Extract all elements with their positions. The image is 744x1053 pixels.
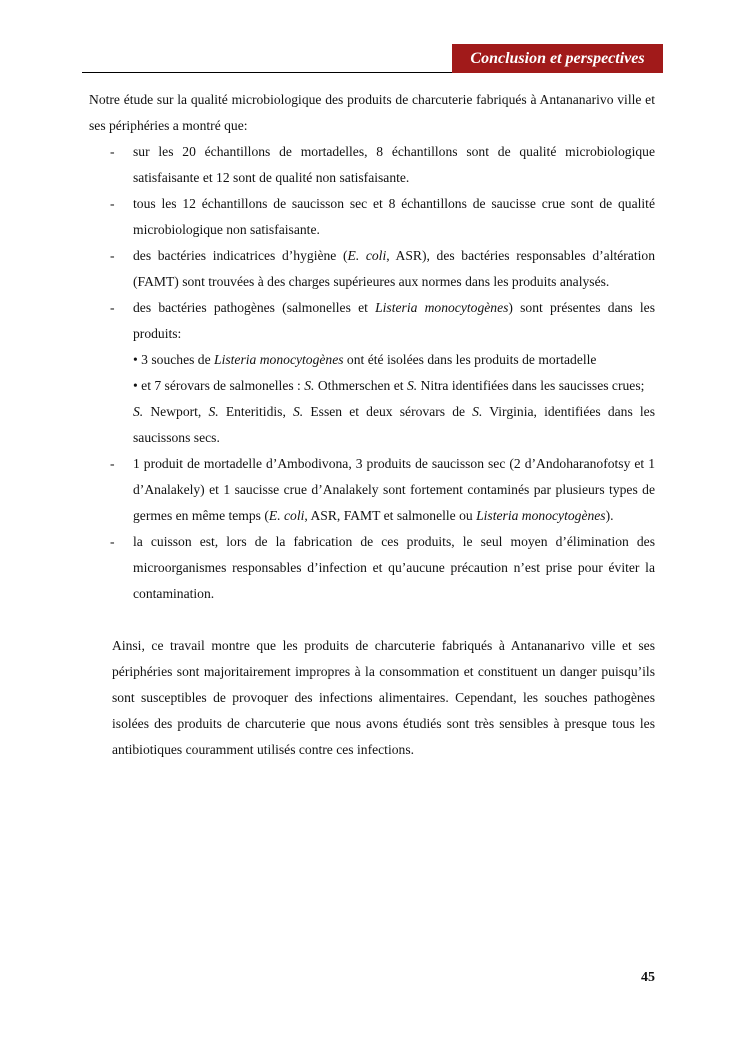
page-number: 45 bbox=[641, 970, 655, 985]
sub-finding-text: Essen et deux sérovars de bbox=[303, 404, 473, 419]
list-dash: - bbox=[110, 300, 115, 315]
species-name: Listeria monocytogènes bbox=[214, 352, 344, 367]
intro-paragraph: Notre étude sur la qualité microbiologique des produits de charcuterie fabriqués à Antananarivo ville et ses périphéries a montré que: bbox=[89, 92, 655, 133]
sub-finding-text: Nitra identifiées dans les saucisses crues; bbox=[417, 378, 645, 393]
section-title: Conclusion et perspectives bbox=[452, 44, 663, 73]
finding-item bbox=[89, 243, 655, 295]
finding-text: sur les 20 échantillons de mortadelles, 8 échantillons sont de qualité microbiologique satisfaisante et 12 sont de qualité non satisfaisante. bbox=[133, 144, 655, 185]
finding-text: des bactéries pathogènes (salmonelles et bbox=[133, 300, 376, 315]
finding-item bbox=[89, 191, 655, 243]
sub-finding-text: Newport, bbox=[143, 404, 209, 419]
sub-finding bbox=[133, 347, 655, 373]
sub-finding bbox=[133, 373, 655, 399]
sub-finding-text: Virginia, identifiées dans les saucissons secs. bbox=[133, 404, 655, 445]
species-abbrev: S. bbox=[472, 404, 483, 419]
species-abbrev: S. bbox=[406, 378, 418, 393]
sub-finding-text: • et 7 sérovars de salmonelles : bbox=[133, 378, 305, 393]
sub-finding-text: • 3 souches de bbox=[133, 352, 215, 367]
finding-text: , ASR), des bactéries responsables d’altération (FAMT) sont trouvées à des charges supérieures aux normes dans les produits analysés. bbox=[133, 248, 655, 289]
sub-finding-text: ont été isolées dans les produits de mortadelle bbox=[343, 352, 597, 367]
finding-text: des bactéries indicatrices d’hygiène ( bbox=[133, 248, 348, 263]
finding-text: la cuisson est, lors de la fabrication de ces produits, le seul moyen d’élimination des microorganismes responsables d’infection et qu’aucune précaution n’est prise pour éviter la contamination. bbox=[133, 534, 655, 601]
list-dash: - bbox=[110, 196, 115, 211]
sub-finding-text: Othmerschen et bbox=[314, 378, 407, 393]
list-dash: - bbox=[110, 248, 115, 263]
species-name: E. coli bbox=[347, 248, 387, 263]
finding-text: ). bbox=[605, 508, 614, 523]
finding-item bbox=[89, 451, 655, 529]
sub-finding-text: Enteritidis, bbox=[218, 404, 293, 419]
species-abbrev: S. bbox=[304, 378, 315, 393]
conclusion-paragraph: Ainsi, ce travail montre que les produits de charcuterie fabriqués à Antananarivo ville et ses périphéries sont majoritairement impropres à la consommation et constituent un danger puisqu’ils sont susceptibles de provoquer des infections alimentaires. Cependant, les souches pathogènes isolées des produits de charcuterie que nous avons étudiés sont très sensibles à presque tous les antibiotiques couramment utilisés contre ces infections. bbox=[112, 638, 655, 757]
species-abbrev: S. bbox=[208, 404, 219, 419]
sub-finding bbox=[133, 399, 655, 451]
page-body bbox=[89, 87, 655, 763]
finding-text: ) sont présentes dans les produits: bbox=[133, 300, 655, 341]
species-name: Listeria monocytogènes bbox=[375, 300, 509, 315]
species-abbrev: S. bbox=[133, 404, 144, 419]
species-name: Listeria monocytogènes bbox=[476, 508, 606, 523]
finding-item bbox=[89, 295, 655, 451]
finding-text: 1 produit de mortadelle d’Ambodivona, 3 produits de saucisson sec (2 d’Andoharanofotsy et 1 d’Analakely) et 1 saucisse crue d’Analakely sont fortement contaminés par plusieurs types de germes en même temps ( bbox=[133, 456, 655, 523]
list-dash: - bbox=[110, 144, 115, 159]
finding-item bbox=[89, 529, 655, 607]
list-dash: - bbox=[110, 456, 115, 471]
species-abbrev: S. bbox=[293, 404, 304, 419]
list-dash: - bbox=[110, 534, 115, 549]
findings-list bbox=[89, 139, 655, 607]
species-name: E. coli bbox=[268, 508, 305, 523]
finding-text: , ASR, FAMT et salmonelle ou bbox=[304, 508, 477, 523]
finding-text: tous les 12 échantillons de saucisson sec et 8 échantillons de saucisse crue sont de qualité microbiologique non satisfaisante. bbox=[133, 196, 655, 237]
finding-item bbox=[89, 139, 655, 191]
